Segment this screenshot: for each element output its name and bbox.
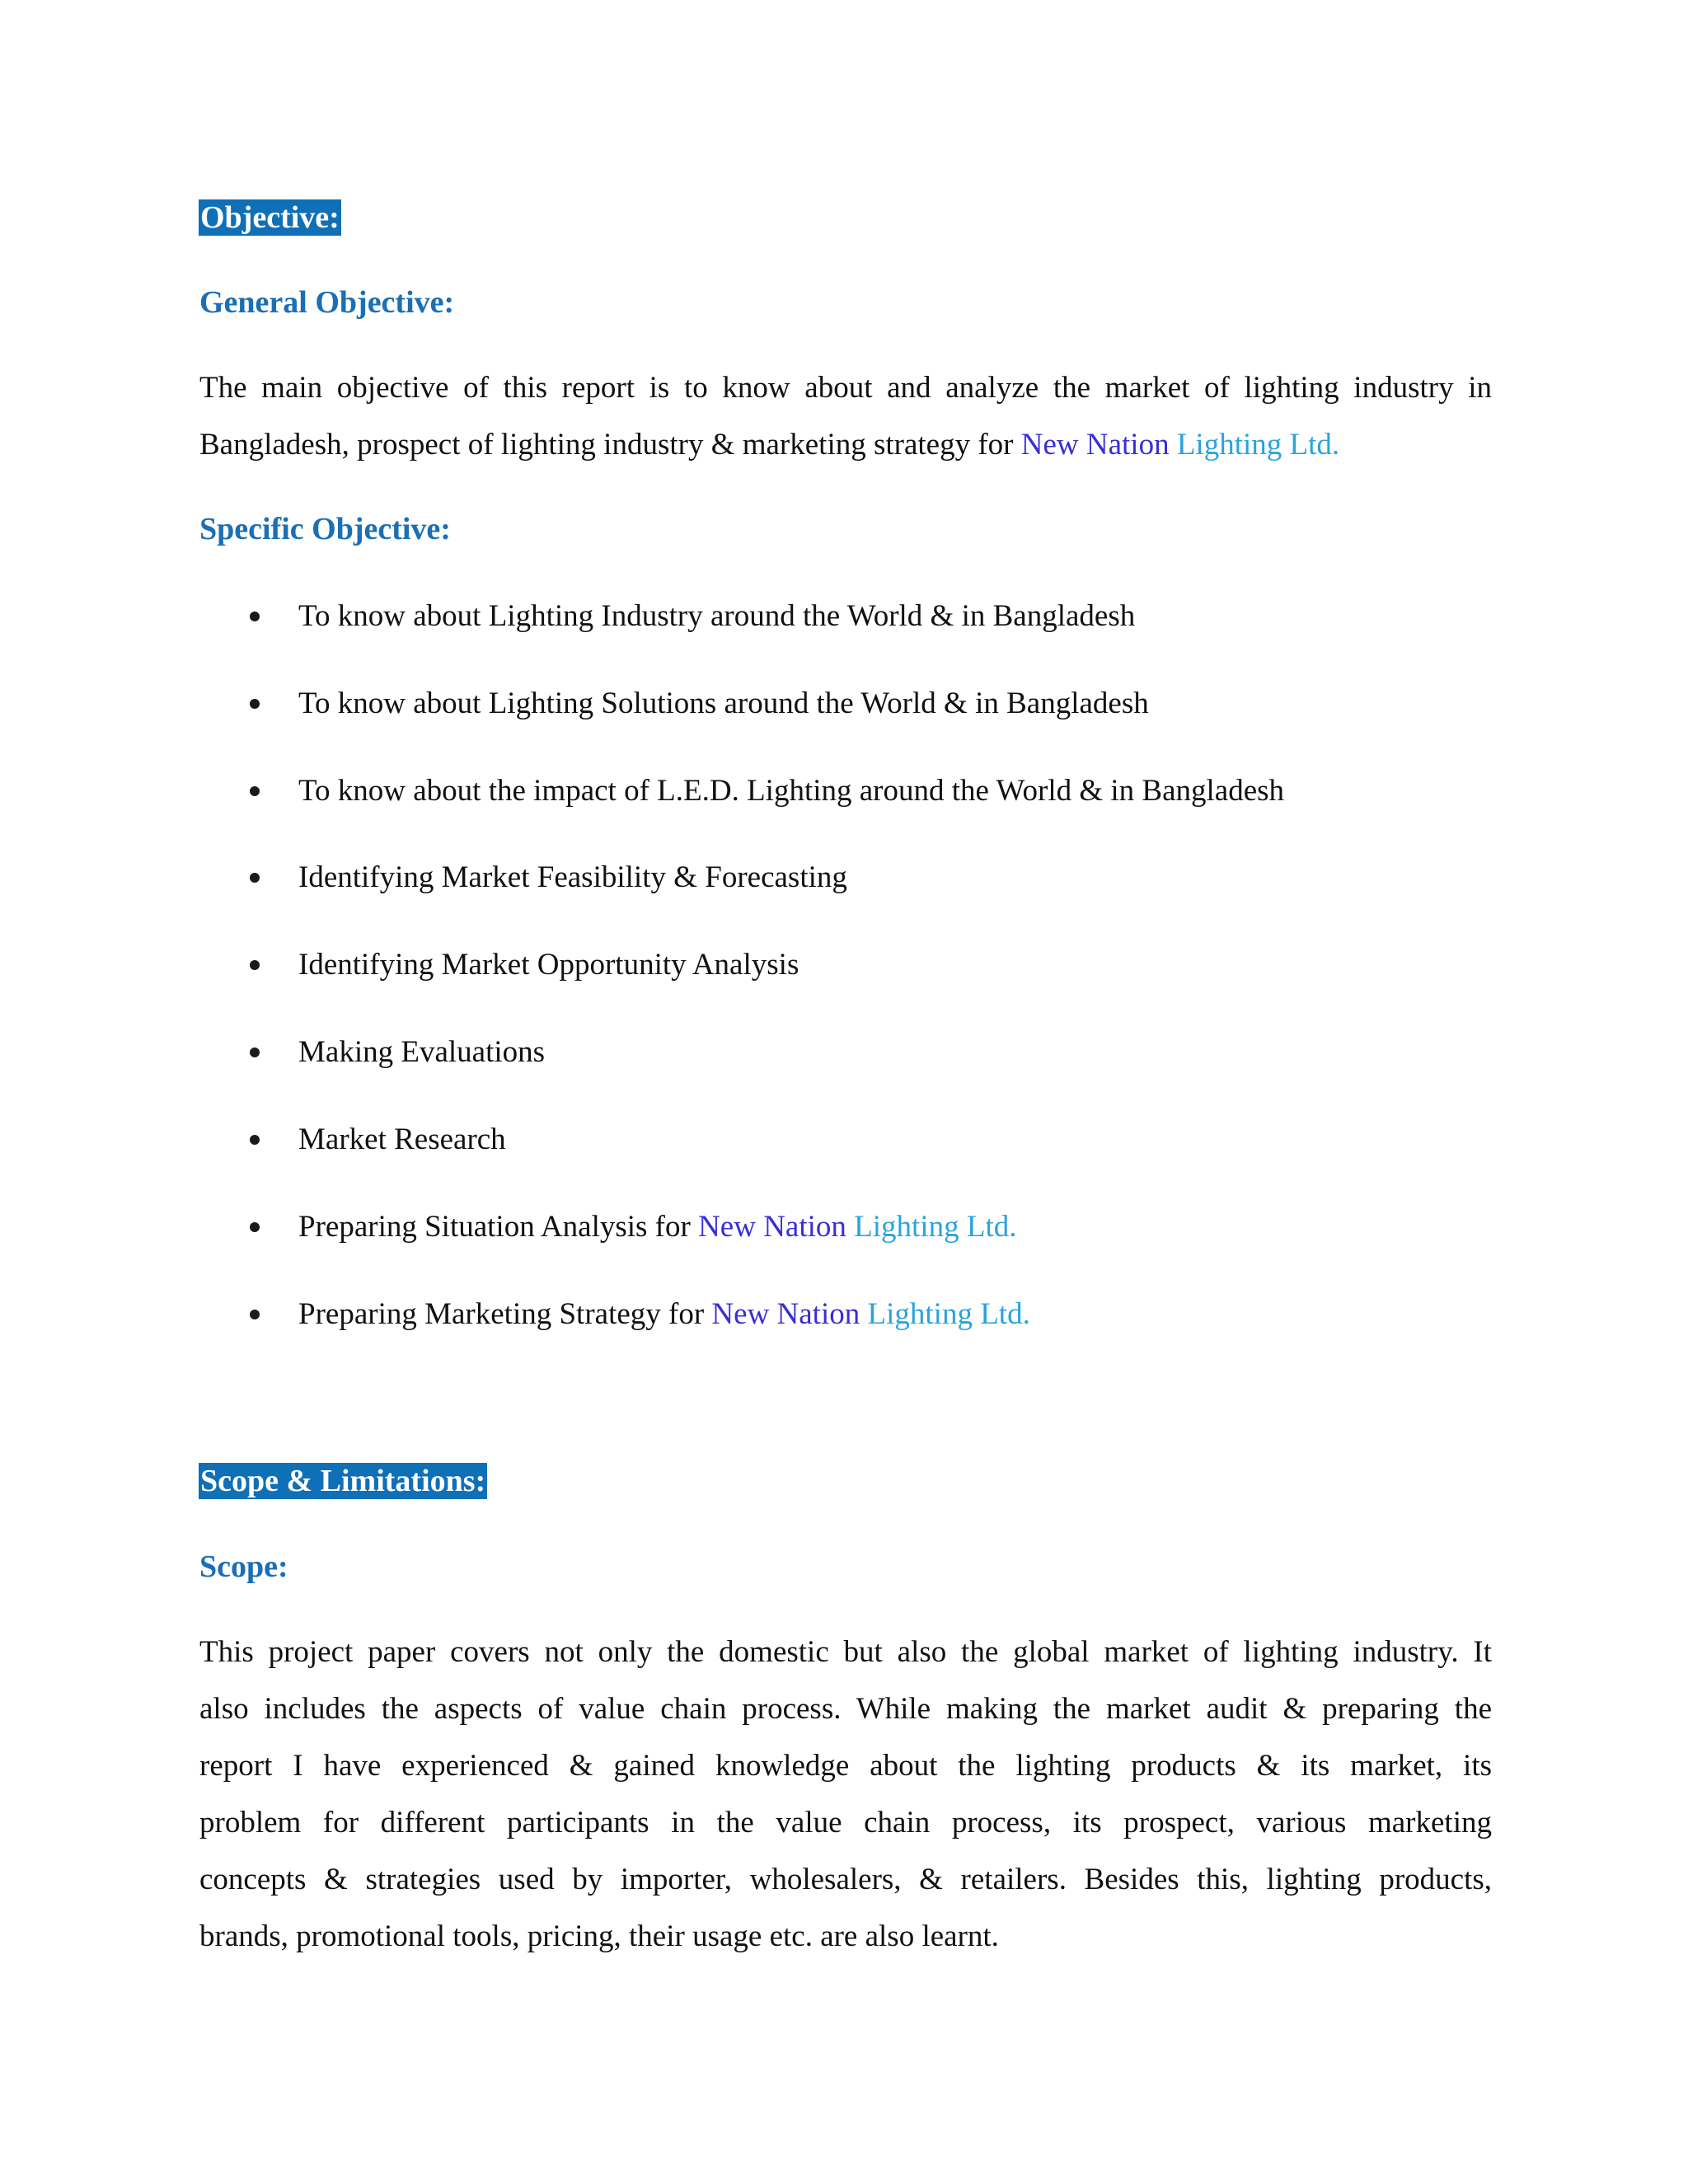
scope-heading: Scope: <box>199 1549 288 1584</box>
bullet-icon <box>250 1135 260 1145</box>
scope-line: report I have experienced & gained knowledge about the lighting products & its market, its <box>199 1749 1492 1783</box>
brand-name-part2: Lighting Ltd. <box>1176 428 1340 462</box>
list-item-text: Market Research <box>298 1122 506 1156</box>
general-objective-line-2-text: Bangladesh, prospect of lighting industry & marketing strategy for <box>199 428 1021 462</box>
bullet-icon <box>250 786 260 796</box>
list-item-text: To know about Lighting Industry around the World & in Bangladesh <box>298 599 1136 633</box>
list-item-text <box>298 1296 1030 1333</box>
scope-line: also includes the aspects of value chain process. While making the market audit & preparing the <box>199 1692 1492 1726</box>
general-objective-line-1: The main objective of this report is to know about and analyze the market of lighting industry in <box>199 371 1492 405</box>
list-item-text: To know about Lighting Solutions around the World & in Bangladesh <box>298 687 1149 720</box>
specific-objective-heading: Specific Objective: <box>199 512 451 546</box>
general-objective-heading: General Objective: <box>199 285 455 320</box>
bullet-icon <box>250 960 260 970</box>
bullet-icon <box>250 699 260 709</box>
list-item-text: Making Evaluations <box>298 1035 546 1069</box>
list-item-text-main: Preparing Situation Analysis for <box>298 1210 699 1244</box>
brand-name-part1: New Nation <box>711 1297 860 1331</box>
scope-line: concepts & strategies used by importer, wholesalers, & retailers. Besides this, lighting products, <box>199 1863 1492 1896</box>
brand-name-part2: Lighting Ltd. <box>867 1297 1030 1331</box>
brand-name-part1: New Nation <box>698 1210 846 1244</box>
bullet-icon <box>250 1222 260 1232</box>
objective-heading: Objective: <box>200 200 340 235</box>
general-objective-paragraph <box>199 359 1492 473</box>
scope-line: problem for different participants in the value chain process, its prospect, various marketing <box>199 1806 1492 1840</box>
brand-name-part1: New Nation <box>1020 428 1170 462</box>
list-item-text <box>298 1209 1016 1245</box>
list-item-text: Identifying Market Feasibility & Forecasting <box>298 860 847 894</box>
scope-line: This project paper covers not only the domestic but also the global market of lighting industry. It <box>199 1635 1492 1669</box>
bullet-icon <box>250 612 260 621</box>
list-item-text-main: Preparing Marketing Strategy for <box>298 1297 712 1331</box>
bullet-icon <box>250 1047 260 1057</box>
general-objective-line-2 <box>199 416 1492 473</box>
scope-limitations-heading: Scope & Limitations: <box>200 1464 486 1498</box>
bullet-icon <box>250 873 260 883</box>
scope-paragraph <box>199 1624 1492 1965</box>
scope-line: brands, promotional tools, pricing, their usage etc. are also learnt. <box>199 1919 999 1953</box>
list-item-text: Identifying Market Opportunity Analysis <box>298 948 799 982</box>
list-item-text: To know about the impact of L.E.D. Lighting around the World & in Bangladesh <box>298 774 1285 808</box>
bullet-icon <box>250 1310 260 1319</box>
brand-name-part2: Lighting Ltd. <box>854 1210 1017 1244</box>
